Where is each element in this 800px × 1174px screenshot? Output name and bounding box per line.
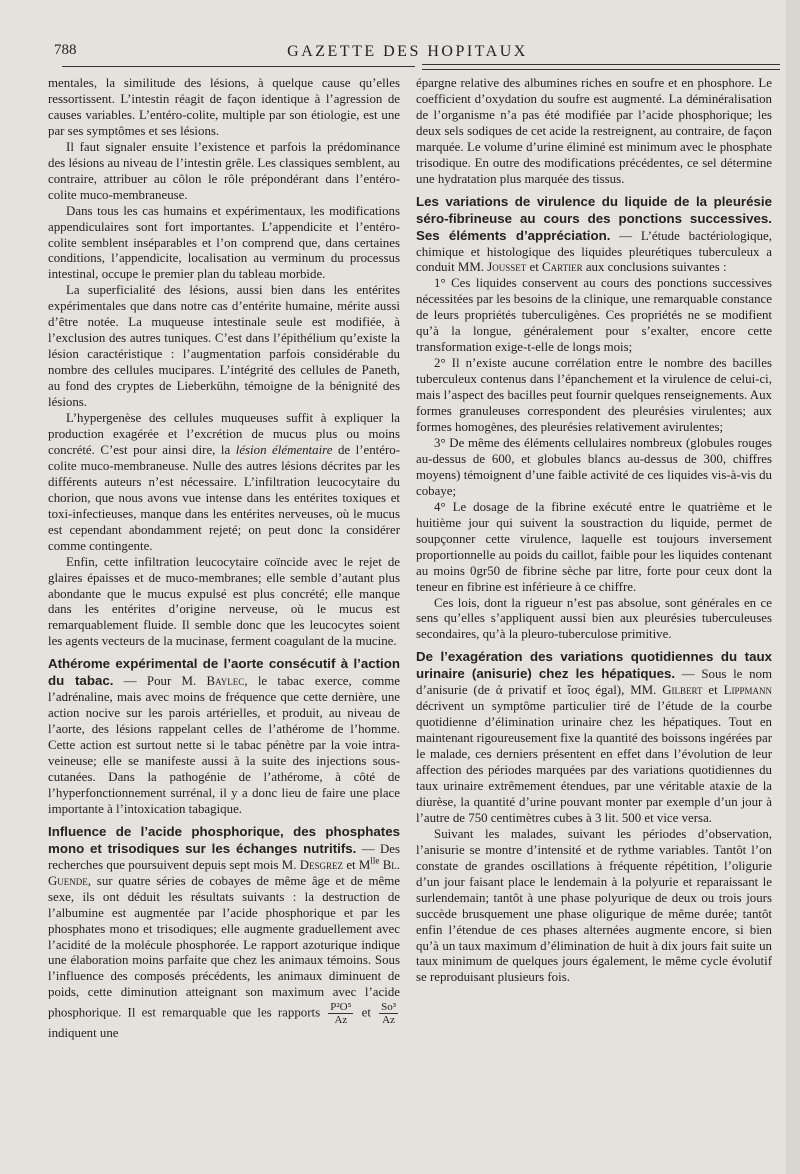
emphasis: lésion élémentaire bbox=[235, 442, 333, 457]
author-name: Cartier bbox=[542, 260, 583, 275]
text-run: indiquent une bbox=[48, 1026, 119, 1041]
page-number: 788 bbox=[54, 42, 77, 58]
left-column bbox=[48, 76, 400, 1042]
paragraph: Il faut signaler ensuite l’existence et parfois la prédominance des lésions au niveau de l’intestin grêle. Les classiques semblent, au contraire, attribuer au côlon le rôle prépondérant dans l’entéro-colite muco-membraneuse. bbox=[48, 139, 400, 202]
section-heading: Athérome expérimental de l’aorte consécutif à l’action du tabac. bbox=[48, 656, 400, 689]
section-heading: Influence de l’acide phosphorique, des phosphates mono et trisodiques sur les échanges nutritifs. bbox=[48, 823, 400, 856]
text-run: , sur quatre séries de cobayes de même âge et de même sexe, ils ont déduit les résultats suivants : la destruction de l’albumine est augmentée par l’acide phosphorique et par les phosphates mono et trisodiques; elle augmente graduellement avec l’acidité de la molécule phosphorée. Le rapport azoturique indique une élaboration moins parfaite que chez les animaux témoins. Sous l’influence des composés précédents, les animaux diminuent de poids, cette diminution atteignant son maximum avec l’acide phosphorique. Il est remarquable que les rapports bbox=[48, 873, 400, 1020]
text-run: décrivent un symptôme particulier tiré de l’étude de la courbe quotidienne d’élimination urinaire chez les hépatiques. Tout en maintenant rigoureusement fixe la quantité des boissons ingérées par le malade, ces derniers présentent en effet dans l’évolution de leur affection des périodes marquées par des variations quotidiennes du taux urinaire extrêmement étendues, par une véritable ataxie de la diurèse, la quantité d’urine pouvant monter par exemple d’un jour à l’autre de 750 centimètres cubes à 3 lit. 500 et vice versa. bbox=[416, 699, 772, 825]
paragraph: épargne relative des albumines riches en soufre et en phosphore. Le coefficient d’oxydation du soufre est augmenté. La déminéralisation de l’organisme n’a pas été modifiée par l’acide phosphorique; les deux sels sodiques de cet acide la restreignent, au contraire, de façon marquée. Le volume d’urine éliminé est minimum avec le phosphate trisodique. En outre des modifications précédentes, ce sel détermine une hydratation plus marquée des tissus. bbox=[416, 76, 772, 186]
header-rule-right-bottom bbox=[422, 69, 780, 70]
paragraph: mentales, la similitude des lésions, à quelque cause qu’elles ressortissent. L’intestin réagit de façon identique à l’agression de causes variables. L’entéro-colite, multiple par son étiologie, est une par ses symptômes et ses lésions. bbox=[48, 76, 400, 138]
text-run: et bbox=[702, 683, 724, 698]
running-title: GAZETTE DES HOPITAUX bbox=[287, 43, 528, 60]
conclusion-item: 4° Le dosage de la fibrine exécuté entre le quatrième et le huitième jour qui suivent la soustraction du liquide, permet de soupçonner cette virulence, laquelle est toujours inversement proportionnelle au poids du caillot, faible pour les liquides contenant au moins 0gr50 de fibrine sèche par litre, forte pour ceux dont la teneur en fibrine est inférieure à ce chiffre. bbox=[416, 499, 772, 594]
section-heading: De l’exagération des variations quotidiennes du taux urinaire (anisurie) chez les hépatiques. bbox=[416, 649, 772, 682]
author-name: Lippmann bbox=[723, 683, 772, 698]
text-run: — L’étude bactériologique, chimique et histologique des liquides pleurétiques tuberculeux a conduit MM. bbox=[416, 228, 772, 275]
header-rule-left bbox=[62, 66, 415, 67]
fraction-numerator: P²O⁵ bbox=[330, 1001, 352, 1014]
conclusion-item: 2° Il n’existe aucune corrélation entre le nombre des bacilles tuberculeux contenus dans l’épanchement et la virulence de celui-ci, mais l’aspect des bacilles peut fournir quelques renseignements. Aux formes granuleuses correspondent des pleurésies virulentes; aux formes homogènes, des pleurésies relativement avirulentes; bbox=[416, 356, 772, 435]
fraction-so3-az bbox=[379, 1001, 398, 1026]
paragraph: Enfin, cette infiltration leucocytaire coïncide avec le rejet de glaires épaisses et de muco-membranes; elle semble d’autant plus abondante que le mucus expulsé est plus concrété; elle manque dans les entérites d’origine nerveuse, où le mucus est remarquablement fluide. Il semble donc que les leucocytes soient les agents vecteurs de la mucinase, ferment coagulant de la mucine. bbox=[48, 554, 400, 649]
paragraph: Ces lois, dont la rigueur n’est pas absolue, sont générales en ce sens qu’elles s’appliquent aussi bien aux pleurésies tuberculeuses secondaires, qu’à la pleuro-tuberculose primitive. bbox=[416, 595, 772, 642]
text-run: — Sous le nom d’anisurie (de ἀ privatif et ἴσος égal), MM. bbox=[416, 667, 772, 698]
author-name: Gilbert bbox=[662, 683, 703, 698]
text-run: aux conclusions suivantes : bbox=[582, 260, 727, 275]
header-rule-right-top bbox=[422, 64, 780, 65]
fraction-denominator: Az bbox=[334, 1014, 348, 1027]
section-anisurie bbox=[416, 649, 772, 826]
conclusion-item: 1° Ces liquides conservent au cours des ponctions successives nécessitées par les besoins de la clinique, une remarquable constance de leurs propriétés tuberculigènes. Ces propriétés ne se modifient qu’à la longue, généralement pour s’exalter, encore cette transformation exige-t-elle de longs mois; bbox=[416, 276, 772, 355]
author-name: Jousset bbox=[487, 260, 527, 275]
page-edge bbox=[786, 0, 800, 1174]
author-name: Baylec bbox=[206, 674, 245, 689]
fraction-p2o5-az bbox=[328, 1001, 353, 1026]
text-run: — Pour M. bbox=[113, 674, 207, 689]
text-run: et bbox=[355, 1005, 378, 1020]
author-name: Bl. Guende bbox=[48, 857, 401, 888]
paragraph: La superficialité des lésions, aussi bien dans les entérites expérimentales que dans notre cas d’entérite humaine, mérite aussi d’être notée. La muqueuse intestinale seule est modifiée, à l’exclusion des autres tuniques. C’est dans l’épithélium qu’existe la lésion caractéristique : l’augmentation parfois considérable du nombre des cellules mucipares. L’intégrité des cellules de Paneth, au fond des cryptes de Lieberkühn, témoigne de la bénignité des lésions. bbox=[48, 283, 400, 410]
text-run: de l’entéro-colite muco-membraneuse. Nulle des autres lésions décrites par les différents auteurs n’est nécessaire. L’infiltration leucocytaire du chorion, que nous avons vue intense dans les entérites toxiques et toxi-infectieuses, manque dans les entérites nerveuses, où le mucus est cependant abondamment rejeté; on peut donc la considérer comme contingente. bbox=[48, 442, 400, 553]
text-run: et M bbox=[343, 857, 371, 872]
fraction-denominator: Az bbox=[382, 1014, 395, 1027]
text-run: — Des recherches que poursuivent depuis sept mois M. bbox=[48, 841, 400, 872]
right-column bbox=[416, 76, 772, 986]
section-athérome bbox=[48, 656, 400, 818]
section-heading: Les variations de virulence du liquide de la pleurésie séro-fibrineuse au cours des ponctions successives. Ses éléments d’appréciation. bbox=[416, 193, 772, 243]
author-name: Desgrez bbox=[299, 857, 344, 872]
conclusion-item: 3° De même des éléments cellulaires nombreux (globules rouges au-dessus de 600, et globules blancs au-dessus de 300, chiffres moyens) témoignent d’une faible activité de ces liquides vis-à-vis du cobaye; bbox=[416, 435, 772, 498]
text-run: , le tabac exerce, comme l’adrénaline, mais avec moins de fréquence que cette dernière, une action nocive sur les parois artérielles, et produit, au niveau de l’aorte, des lésions rappelant celles de l’athérome de l’homme. Cette action est surtout nette si le tabac pénètre par la voie intra-veineuse; elle se manifeste aussi à la suite des injections sous-cutanées. Dans la pathogénie de l’athérome, à côté de l’hyperfonctionnement surrénal, il y a donc lieu de faire une place importante à l’intoxication tabagique. bbox=[48, 674, 400, 816]
paragraph: Suivant les malades, suivant les périodes d’observation, l’anisurie se montre d’intensité et de rythme variables. Tantôt l’on constate de grandes oscillations à fréquente répétition, l’oligurie d’un jour faisant place le lendemain à la polyurie et reparaissant le surlendemain; tantôt à une phase polyurique de deux ou trois jours succède brusquement une phase oligurique de même durée; tantôt enfin l’étendue de ces phases alternées augmente encore, si bien qu’à un taux maximum d’élimination de huit à dix jours fait suite un taux minimum de quelques jours également, le même cycle évolutif se reproduisant plusieurs fois. bbox=[416, 826, 772, 985]
paragraph: Dans tous les cas humains et expérimentaux, les modifications appendiculaires sont fort importantes. L’appendicite et l’entéro-colite semblent inséparables et l’on comprend que, dans certaines conditions, l’appendicite, localisation au verminum du processus intestinal, occupe le premier plan du tableau morbide. bbox=[48, 203, 400, 282]
section-acide-phosphorique bbox=[48, 824, 400, 1042]
superscript: lle bbox=[370, 855, 380, 866]
text-run: et bbox=[526, 260, 543, 275]
section-pleuresie bbox=[416, 194, 772, 277]
text-run: L’hypergenèse des cellules muqueuses suffit à expliquer la production exagérée et l’excrétion de mucus plus ou moins concrété. C’est pour ainsi dire, la bbox=[48, 411, 400, 457]
fraction-numerator: So³ bbox=[381, 1001, 397, 1014]
paragraph bbox=[48, 411, 400, 555]
